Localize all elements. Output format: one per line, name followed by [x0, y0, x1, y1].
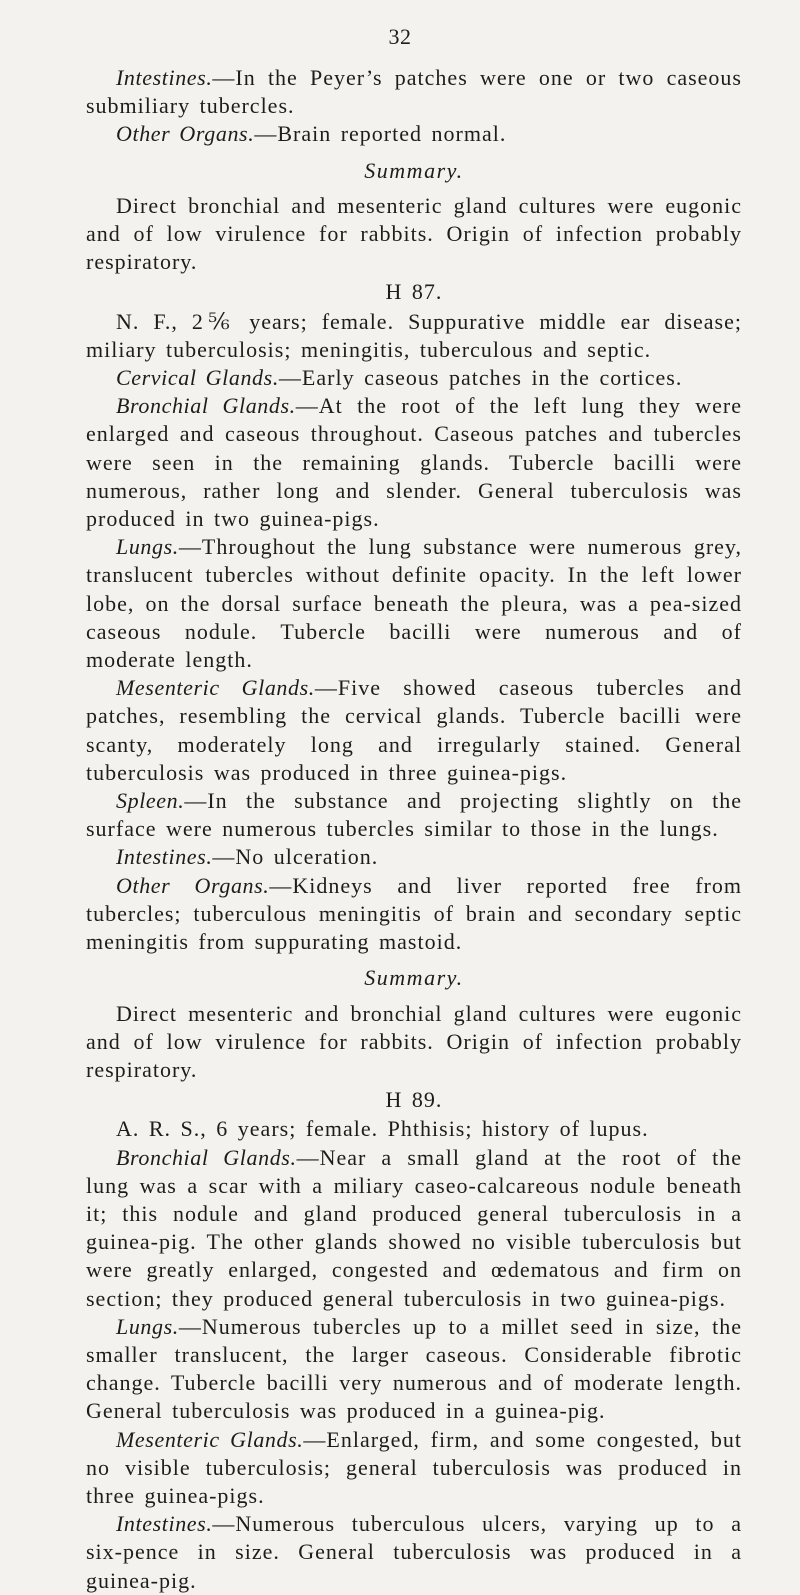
paragraph-bronchial-glands: [86, 1144, 742, 1313]
summary-heading: Summary.: [364, 965, 464, 991]
paragraph-lungs: [86, 533, 742, 674]
paragraph-mesenteric-glands: [86, 674, 742, 787]
section-label: Lungs.: [116, 534, 179, 560]
case-heading-h87: H 87.: [385, 279, 443, 305]
section-label: Spleen.: [116, 788, 185, 814]
section-label: Mesenteric Glands.: [116, 1426, 304, 1452]
paragraph-text: —Brain reported normal.: [254, 121, 507, 147]
paragraph-text: —Numerous tuberculous ulcers, varying up to a six-pence in size. General tuberculosis was produced in a guinea-pig.: [86, 1511, 742, 1593]
summary-paragraph: Direct mesenteric and bronchial gland cultures were eugonic and of low virulence for rabbits. Origin of infection probably respiratory.: [86, 1000, 742, 1082]
paragraph-text: —Five showed caseous tubercles and patches, resembling the cervical glands. Tubercle bacilli were scanty, moderately long and irregularly stained. General tuberculosis was produced in three guinea-pigs.: [86, 675, 742, 785]
paragraph-text: —At the root of the left lung they were enlarged and caseous throughout. Caseous patches and tubercles were seen in the remaining glands. Tubercle bacilli were numerous, rather long and slender. General tuberculosis was produced in two guinea-pigs.: [86, 393, 743, 532]
paragraph-spleen: [86, 787, 742, 843]
paragraph-mesenteric-glands: [86, 1426, 742, 1511]
section-label: Intestines.: [116, 1511, 213, 1537]
section-label: Intestines.: [116, 65, 213, 90]
paragraph-text: —Early caseous patches in the cortices.: [278, 365, 683, 391]
paragraph-text: —No ulceration.: [212, 844, 379, 870]
section-label: Bronchial Glands.: [116, 393, 296, 419]
paragraph-text: —Kidneys and liver reported free from tubercles; tuberculous meningitis of brain and secondary septic meningitis from suppurating mastoid.: [86, 872, 742, 955]
paragraph-intestines: [86, 843, 742, 871]
paragraph-intestines: [86, 1510, 742, 1595]
paragraph-intestines: [86, 64, 742, 120]
paragraph-text: —In the Peyer’s patches were one or two caseous submiliary tubercles.: [86, 65, 742, 119]
section-label: Bronchial Glands.: [116, 1144, 297, 1170]
paragraph-text: —Throughout the lung substance were numerous grey, translucent tubercles without definite opacity. In the left lower lobe, on the dorsal surface beneath the pleura, was a pea-sized caseous nodule. Tubercle bacilli were numerous and of moderate length.: [86, 534, 742, 673]
page-number: 32: [388, 24, 412, 49]
section-label: Lungs.: [116, 1313, 179, 1339]
summary-heading: Summary.: [364, 157, 464, 183]
paragraph-cervical-glands: [86, 364, 742, 392]
paragraph-text: —In the substance and projecting slightly on the surface were numerous tubercles similar to those in the lungs.: [86, 788, 742, 842]
summary-paragraph: Direct bronchial and mesenteric gland cultures were eugonic and of low virulence for rabbits. Origin of infection probably respiratory.: [86, 192, 742, 275]
section-label: Intestines.: [116, 844, 213, 870]
page-body: [86, 64, 742, 1595]
paragraph-text: —Near a small gland at the root of the lung was a scar with a miliary caseo-calcareous nodule beneath it; this nodule and gland produced general tuberculosis in a guinea-pig. The other glands showed no visible tuberculosis but were greatly enlarged, congested and œdematous and firm on section; they produced general tuberculosis in two guinea-pigs.: [86, 1144, 742, 1311]
case-heading-h89: H 89.: [385, 1087, 443, 1113]
section-label: Other Organs.: [116, 872, 270, 898]
paragraph-lungs: [86, 1313, 742, 1426]
paragraph-text: —Numerous tubercles up to a millet seed in size, the smaller translucent, the larger caseous. Considerable fibrotic change. Tubercle bacilli very numerous and of moderate length. General tuberculosis was produced in a guinea-pig.: [86, 1313, 742, 1424]
section-label: Mesenteric Glands.: [116, 675, 315, 701]
section-label: Cervical Glands.: [116, 365, 279, 391]
paragraph-other-organs: [86, 120, 742, 148]
section-label: Other Organs.: [116, 121, 255, 147]
paragraph-bronchial-glands: [86, 392, 742, 533]
case-intro-paragraph: A. R. S., 6 years; female. Phthisis; history of lupus.: [116, 1116, 649, 1142]
paragraph-text: —Enlarged, firm, and some congested, but no visible tuberculosis; general tuberculosis was produced in three guinea-pigs.: [86, 1426, 742, 1508]
case-intro-paragraph: N. F., 2⅚ years; female. Suppurative middle ear disease; miliary tuberculosis; meningitis, tuberculous and septic.: [86, 308, 742, 362]
paragraph-other-organs: [86, 872, 742, 957]
